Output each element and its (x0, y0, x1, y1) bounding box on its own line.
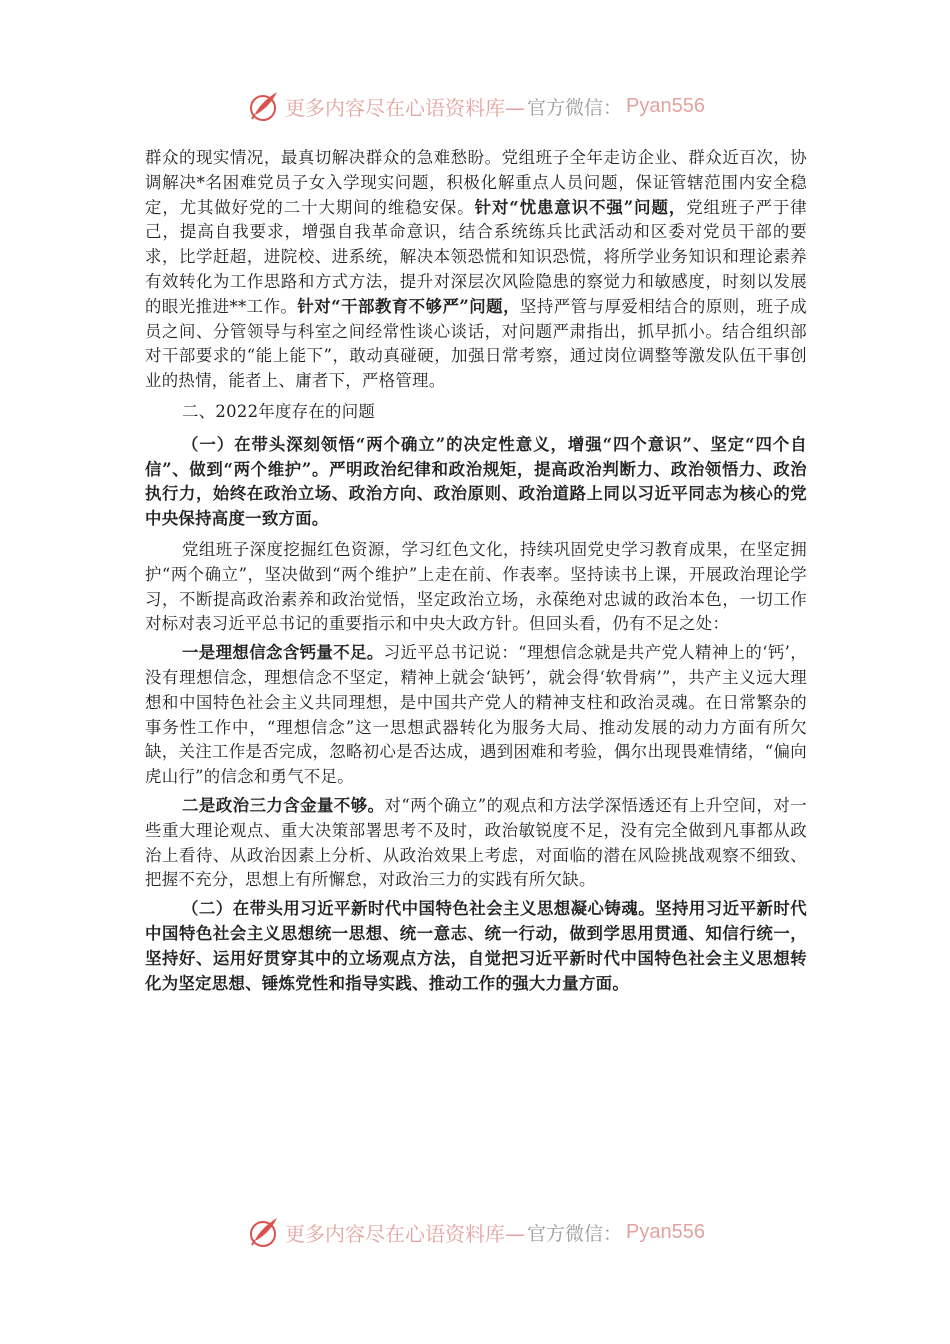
paragraph-point-1 (145, 641, 807, 790)
watermark-wechat-id: Pyan556 (626, 94, 705, 117)
watermark-wechat-id: Pyan556 (626, 1220, 705, 1243)
paragraph-body: 党组班子深度挖掘红色资源，学习红色文化，持续巩固党史学习教育成果，在坚定拥护“两个确立”，坚决做到“两个维护”上走在前、作表率。坚持读书上课，开展政治理论学习，不断提高政治素养和政治觉悟，坚定政治立场，永葆绝对忠诚的政治本色，一切工作对标对表习近平总书记的重要指示和中央大政方针。但回头看，仍有不足之处： (145, 539, 807, 634)
watermark-main-text: 更多内容尽在心语资料库— (285, 95, 525, 120)
feather-pen-logo-icon (245, 88, 281, 124)
paragraph-intro (145, 146, 807, 394)
paragraph-text: 群众的现实情况，最真切解决群众的急难愁盼。党组班子全年走访企业、群众近百次，协调解决*名困难党员子女入学现实问题，积极化解重点人员问题，保证管辖范围内安全稳定，尤其做好党的二十大期间的维稳安保。 (145, 148, 807, 217)
watermark-footer (0, 1212, 950, 1252)
bold-lead: 针对“干部教育不够严”问题， (297, 296, 520, 316)
subsection-heading-1: （一）在带头深刻领悟“两个确立”的决定性意义，增强“四个意识”、坚定“四个自信”、做到“两个维护”。严明政治纪律和政治规矩，提高政治判断力、政治领悟力、政治执行力，始终在政治立场、政治方向、政治原则、政治道路上同以习近平同志为核心的党中央保持高度一致方面。 (145, 434, 807, 529)
section-heading: 二、2022年度存在的问题 (182, 401, 376, 421)
bold-lead: 一是理想信念含钙量不足。 (182, 643, 384, 663)
feather-pen-logo-icon (245, 1214, 281, 1250)
watermark-wechat-label: 官方微信： (527, 1222, 623, 1245)
paragraph-text: 习近平总书记说：“理想信念就是共产党人精神上的‘钙’，没有理想信念，理想信念不坚定，精神上就会‘缺钙’，就会得‘软骨病’”，共产主义远大理想和中国特色社会主义共同理想，是中国共产党人的精神支柱和政治灵魂。在日常繁杂的事务性工作中，“理想信念”这一思想武器转化为服务大局、推动发展的动力方面有所欠缺，关注工作是否完成，忽略初心是否达成，遇到困难和考验，偶尔出现畏难情绪，“偏向虎山行”的信念和勇气不足。 (145, 643, 807, 787)
paragraph-point-2 (145, 794, 807, 893)
paragraph-text: 对“两个确立”的观点和方法学深悟透还有上升空间，对一些重大理论观点、重大决策部署思考不及时，政治敏锐度不足，没有完全做到凡事都从政治上看待、从政治因素上分析、从政治效果上考虑，对面临的潜在风险挑战观察不细致、把握不充分，思想上有所懈怠，对政治三力的实践有所欠缺。 (145, 795, 807, 890)
paragraph-text: 坚持严管与厚爱相结合的原则，班子成员之间、分管领导与科室之间经常性谈心谈话，对问题严肃指出，抓早抓小。结合组织部对干部要求的“能上能下”，敢动真碰硬，加强日常考察，通过岗位调整等激发队伍干事创业的热情，能者上、庸者下，严格管理。 (145, 296, 807, 391)
watermark-main-text: 更多内容尽在心语资料库— (285, 1221, 525, 1246)
subsection-heading-2: （二）在带头用习近平新时代中国特色社会主义思想凝心铸魂。坚持用习近平新时代中国特色社会主义思想统一思想、统一意志、统一行动，做到学思用贯通、知信行统一，坚持好、运用好贯穿其中的立场观点方法，自觉把习近平新时代中国特色社会主义思想转化为坚定思想、锤炼党性和指导实践、推动工作的强大力量方面。 (145, 899, 807, 993)
watermark-header (0, 86, 950, 126)
watermark-wechat-label: 官方微信： (527, 96, 623, 119)
bold-lead: 针对“忧患意识不强”问题， (474, 197, 687, 217)
document-body (145, 146, 807, 1002)
paragraph-text: 党组班子严于律己，提高自我要求，增强自我革命意识，结合系统练兵比武活动和区委对党员干部的要求，比学赶超，进院校、进系统，解决本领恐慌和知识恐慌，将所学业务知识和理论素养有效转化为工作思路和方式方法，提升对深层次风险隐患的察觉力和敏感度，时刻以发展的眼光推进**工作。 (145, 197, 807, 316)
bold-lead: 二是政治三力含金量不够。 (182, 795, 385, 815)
